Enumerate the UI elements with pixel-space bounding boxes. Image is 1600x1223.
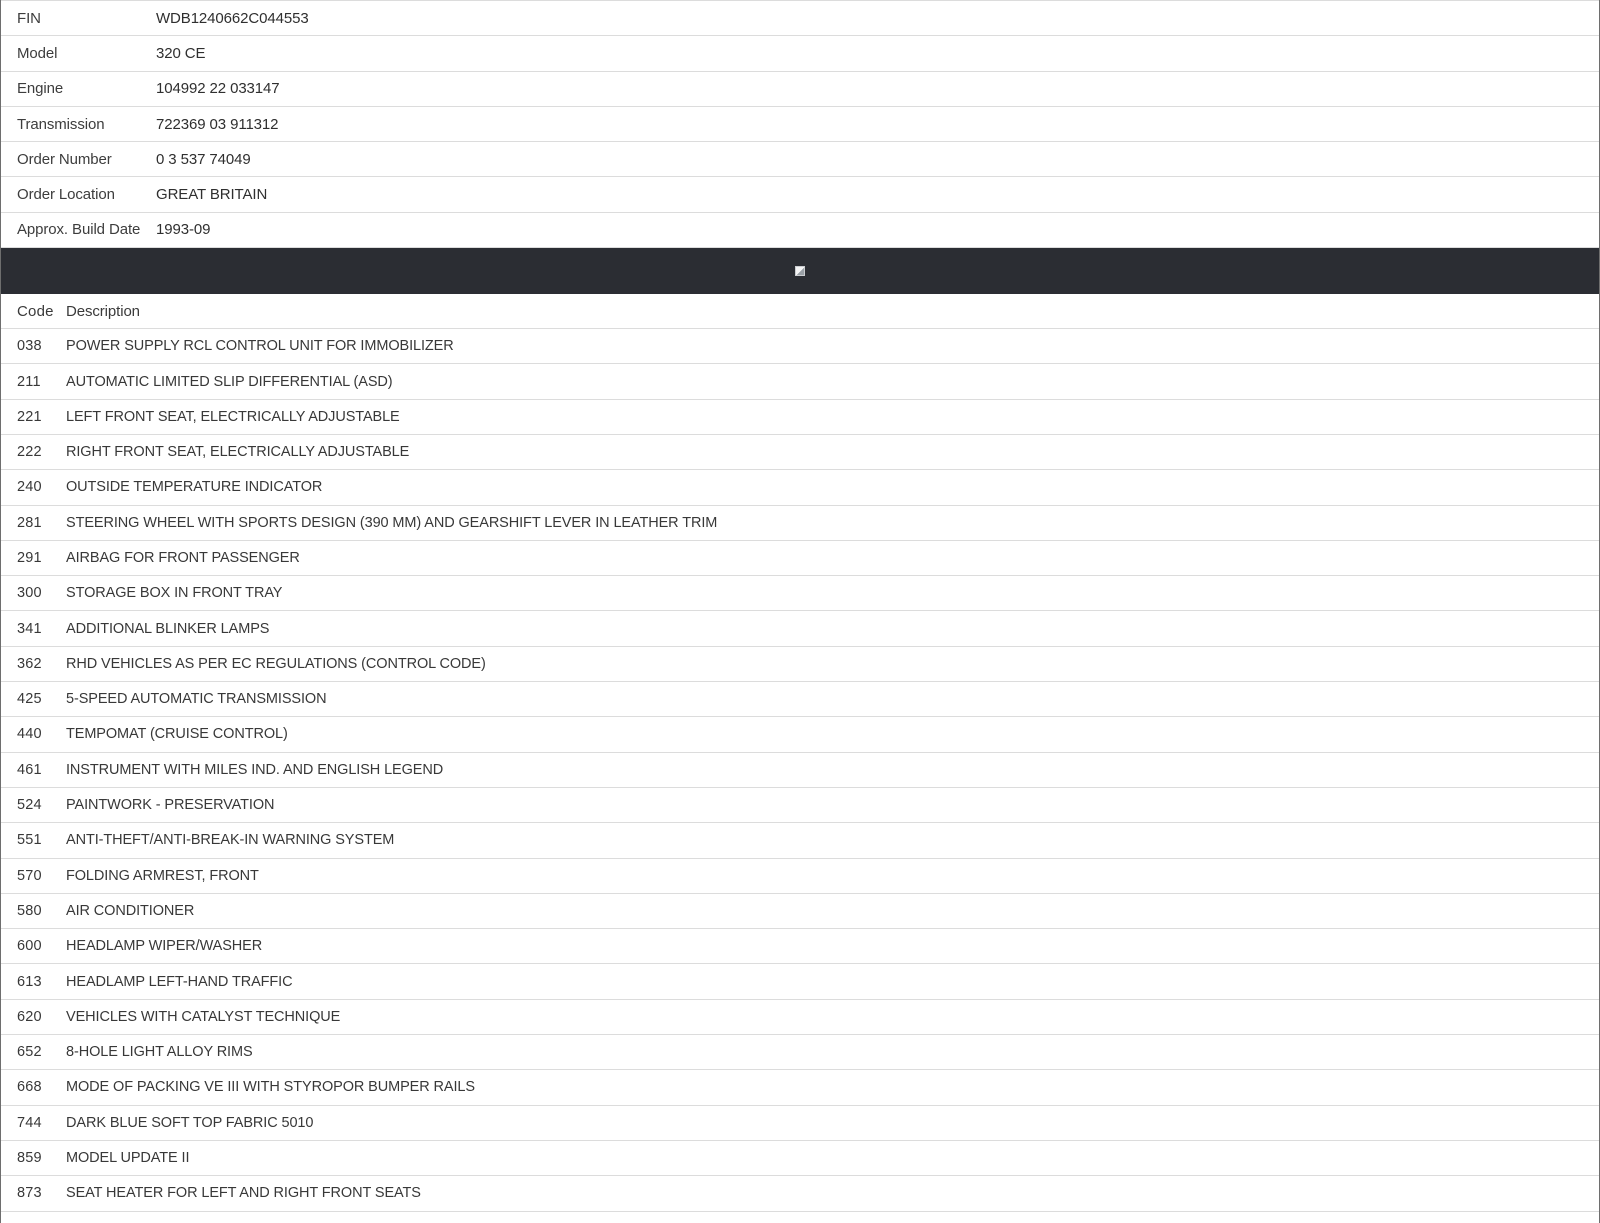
option-code-row	[1, 964, 1599, 999]
codes-table-body	[1, 329, 1599, 1211]
option-code: 038	[17, 338, 42, 355]
info-label: Order Location	[17, 186, 115, 204]
option-code-row	[1, 647, 1599, 682]
option-code-row	[1, 823, 1599, 858]
option-code: 341	[17, 620, 42, 637]
info-value: 104992 22 033147	[156, 80, 280, 98]
codes-table-header	[1, 294, 1599, 329]
vehicle-info-table	[1, 0, 1599, 248]
info-label: FIN	[17, 9, 41, 27]
option-code-row	[1, 541, 1599, 576]
option-code: 281	[17, 514, 42, 531]
option-code-row	[1, 506, 1599, 541]
info-value: 320 CE	[156, 44, 206, 62]
option-code: 461	[17, 761, 42, 778]
info-value: 0 3 537 74049	[156, 150, 251, 168]
info-value: 722369 03 911312	[156, 115, 279, 133]
option-description: STORAGE BOX IN FRONT TRAY	[66, 585, 283, 602]
option-code-row	[1, 1070, 1599, 1105]
info-label: Transmission	[17, 115, 105, 133]
option-code: 570	[17, 867, 42, 884]
option-description: VEHICLES WITH CATALYST TECHNIQUE	[66, 1008, 341, 1025]
option-description: HEADLAMP WIPER/WASHER	[66, 938, 263, 955]
info-label: Order Number	[17, 150, 112, 168]
option-description: MODE OF PACKING VE III WITH STYROPOR BUMPER RAILS	[66, 1079, 475, 1096]
option-description: AIRBAG FOR FRONT PASSENGER	[66, 550, 300, 566]
option-description: ADDITIONAL BLINKER LAMPS	[66, 620, 270, 637]
info-label: Engine	[17, 80, 64, 98]
option-description: STEERING WHEEL WITH SPORTS DESIGN (390 MM) AND GEARSHIFT LEVER IN LEATHER TRIM	[66, 514, 718, 531]
option-code-row	[1, 1035, 1599, 1070]
option-codes-table	[1, 294, 1599, 1211]
option-code-row	[1, 753, 1599, 788]
option-code-row	[1, 576, 1599, 611]
option-code-row	[1, 929, 1599, 964]
option-description: OUTSIDE TEMPERATURE INDICATOR	[66, 479, 323, 496]
option-code-row	[1, 1106, 1599, 1141]
option-description: INSTRUMENT WITH MILES IND. AND ENGLISH LEGEND	[66, 761, 444, 778]
option-code: 580	[17, 902, 42, 919]
option-code-row	[1, 859, 1599, 894]
option-description: LEFT FRONT SEAT, ELECTRICALLY ADJUSTABLE	[66, 408, 400, 425]
code-column-header: Code	[17, 302, 54, 320]
option-description: PAINTWORK - PRESERVATION	[66, 797, 275, 814]
option-description: ANTI-THEFT/ANTI-BREAK-IN WARNING SYSTEM	[66, 832, 395, 849]
option-code-row	[1, 1000, 1599, 1035]
option-code: 222	[17, 444, 42, 461]
option-code-row	[1, 400, 1599, 435]
option-code-row	[1, 1176, 1599, 1211]
option-description: AUTOMATIC LIMITED SLIP DIFFERENTIAL (ASD)	[66, 373, 393, 390]
option-code-row	[1, 435, 1599, 470]
option-code: 652	[17, 1044, 42, 1061]
option-code: 859	[17, 1150, 42, 1167]
option-code: 600	[17, 938, 42, 955]
option-description: FOLDING ARMREST, FRONT	[66, 867, 259, 884]
option-description: MODEL UPDATE II	[66, 1150, 190, 1167]
option-description: RIGHT FRONT SEAT, ELECTRICALLY ADJUSTABLE	[66, 444, 410, 461]
option-code: 668	[17, 1079, 42, 1096]
option-code: 240	[17, 479, 42, 496]
vehicle-info-row	[1, 213, 1599, 248]
info-label: Model	[17, 44, 58, 62]
info-label: Approx. Build Date	[17, 221, 141, 239]
vehicle-info-row	[1, 107, 1599, 142]
option-description: 5-SPEED AUTOMATIC TRANSMISSION	[66, 691, 327, 708]
option-code-row	[1, 788, 1599, 823]
vehicle-info-row	[1, 36, 1599, 71]
option-code-row	[1, 894, 1599, 929]
option-description: AIR CONDITIONER	[66, 902, 195, 919]
description-column-header: Description	[66, 302, 140, 320]
option-code: 873	[17, 1185, 42, 1202]
option-description: TEMPOMAT (CRUISE CONTROL)	[66, 726, 288, 743]
option-code: 613	[17, 973, 42, 990]
vehicle-info-row	[1, 1, 1599, 36]
vehicle-info-row	[1, 142, 1599, 177]
option-code-row	[1, 364, 1599, 399]
option-code-row	[1, 1141, 1599, 1176]
option-description: DARK BLUE SOFT TOP FABRIC 5010	[66, 1114, 314, 1131]
option-description: RHD VEHICLES AS PER EC REGULATIONS (CONTROL CODE)	[66, 655, 486, 672]
option-code-row	[1, 611, 1599, 646]
option-code: 440	[17, 726, 42, 743]
option-description: 8-HOLE LIGHT ALLOY RIMS	[66, 1044, 253, 1061]
header-banner	[1, 248, 1599, 294]
info-value: WDB1240662C044553	[156, 9, 309, 27]
option-code: 362	[17, 655, 42, 672]
option-code: 744	[17, 1114, 42, 1131]
option-code: 524	[17, 797, 42, 814]
option-description: SEAT HEATER FOR LEFT AND RIGHT FRONT SEATS	[66, 1185, 421, 1202]
info-value: GREAT BRITAIN	[156, 186, 268, 204]
option-code: 221	[17, 408, 42, 425]
option-code: 620	[17, 1008, 42, 1025]
option-code: 551	[17, 832, 42, 849]
option-code-row	[1, 470, 1599, 505]
vehicle-info-row	[1, 177, 1599, 212]
option-code-row	[1, 329, 1599, 364]
option-description: HEADLAMP LEFT-HAND TRAFFIC	[66, 973, 293, 990]
option-code: 211	[17, 373, 41, 390]
option-code-row	[1, 682, 1599, 717]
broken-image-icon	[795, 266, 805, 276]
option-code-row	[1, 717, 1599, 752]
vehicle-info-row	[1, 72, 1599, 107]
info-value: 1993-09	[156, 221, 211, 239]
option-code: 300	[17, 585, 42, 602]
option-description: POWER SUPPLY RCL CONTROL UNIT FOR IMMOBILIZER	[66, 338, 454, 355]
option-code: 291	[17, 550, 42, 566]
option-code: 425	[17, 691, 42, 708]
